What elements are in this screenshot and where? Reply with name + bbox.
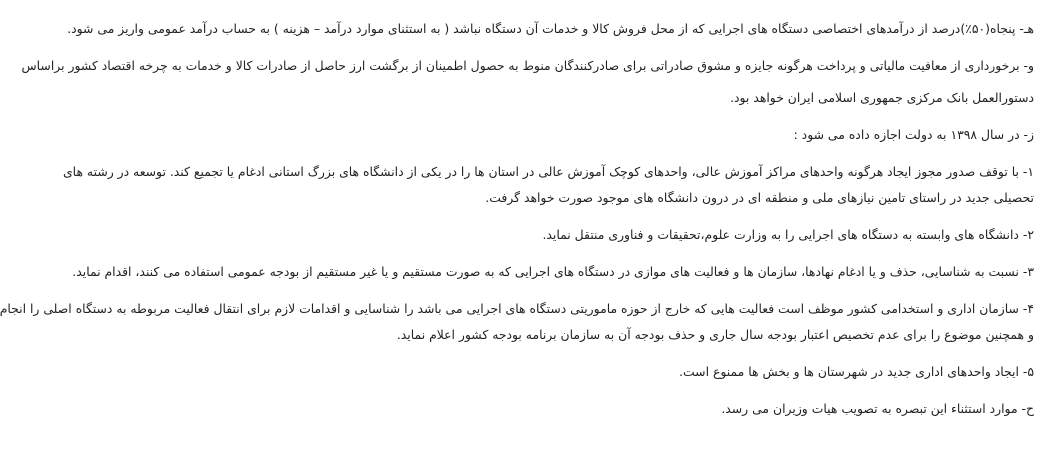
paragraph-line: دستورالعمل بانک مرکزی جمهوری اسلامی ایران خواهد بود. [730,90,1034,105]
list-item-2 [116,222,1034,248]
list-item-line: و همچنین موضوع را برای عدم تخصیص اعتبار بودجه سال جاری و حذف بودجه آن به سازمان برنامه بودجه کشور اعلام نماید. [396,327,1034,342]
list-item-line: ۱- با توقف صدور مجوز ایجاد هرگونه واحدهای مراکز آموزش عالی، واحدهای کوچک آموزش عالی در استان ها را در یکی از دانشگاه های بزرگ استانی ادغام یا تجمیع کند. توسعه در رشته های [62,164,1034,179]
list-item-4 [0,296,1034,348]
paragraph-line: ز- در سال ۱۳۹۸ به دولت اجازه داده می شود : [793,127,1034,142]
list-item-5 [116,359,1034,385]
paragraph-line: و- برخورداری از معافیت مالیاتی و پرداخت هرگونه جایزه و مشوق صادراتی برای صادرکنندگان منوط به حصول اطمینان از برگشت ارز حاصل از صادرات کالا و خدمات به چرخه اقتصاد کشور براساس [21,58,1034,73]
paragraph-h [67,16,1034,42]
paragraph-z [116,122,1034,148]
paragraph-h2 [116,396,1034,422]
paragraph-line: ح- موارد استثناء این تبصره به تصویب هیات وزیران می رسد. [721,401,1034,416]
paragraph-line: هـ- پنجاه(۵۰٪)درصد از درآمدهای اختصاصی دستگاه های اجرایی که از محل فروش کالا و خدمات آن دستگاه نباشد ( به استثنای موارد درآمد – هزینه ) به حساب درآمد عمومی واریز می شود. [67,21,1034,36]
list-item-3 [72,259,1034,285]
list-item-line: ۳- نسبت به شناسایی، حذف و یا ادغام نهادها، سازمان ها و فعالیت های موازی در دستگاه های اجرایی که به صورت مستقیم و یا غیر مستقیم از بودجه عمومی استفاده می کنند، اقدام نماید. [72,264,1034,279]
list-item-line: ۴- سازمان اداری و استخدامی کشور موظف است فعالیت هایی که خارج از حوزه ماموریتی دستگاه های اجرایی می باشد را شناسایی و اقدامات لازم برای انتقال فعالیت مربوطه به دستگاه اصلی را انجام [0,301,1034,316]
list-item-1 [62,159,1034,211]
paragraph-v [21,53,1034,111]
list-item-line: ۵- ایجاد واحدهای اداری جدید در شهرستان ها و بخش ها ممنوع است. [679,364,1034,379]
list-item-line: تحصیلی جدید در راستای تامین نیازهای ملی و منطقه ای در درون دانشگاه های موجود صورت خواهد گرفت. [485,190,1034,205]
list-item-line: ۲- دانشگاه های وابسته به دستگاه های اجرایی را به وزارت علوم،تحقیقات و فناوری منتقل نماید. [542,227,1034,242]
